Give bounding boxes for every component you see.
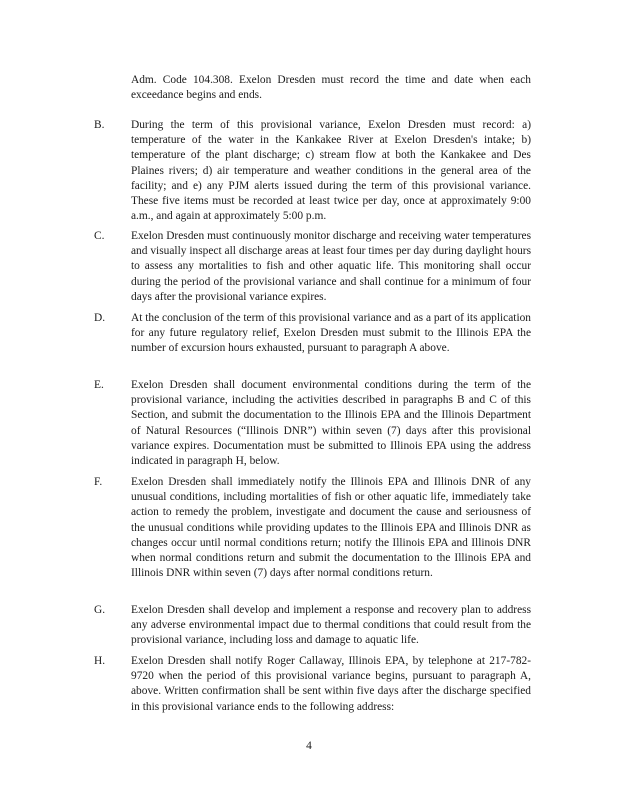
continuation-text: Adm. Code 104.308. Exelon Dresden must record the time and date when each exceedance begins and ends.: [131, 74, 531, 102]
paragraph-text: Exelon Dresden must continuously monitor discharge and receiving water temperatures and visually inspect all discharge areas at least four times per day during daylight hours to assess any mortalities to fish and other aquatic life. This monitoring shall occur during the period of the provisional variance and shall continue for a minimum of four days after the provisional variance expires.: [131, 230, 531, 303]
paragraph-text: Exelon Dresden shall notify Roger Callaway, Illinois EPA, by telephone at 217-782-9720 when the period of this provisional variance begins, pursuant to paragraph A, above. Written confirmation shall be sent within five days after the discharge specified in this provisional variance ends to the following address:: [131, 655, 531, 713]
paragraph-letter: D.: [94, 312, 106, 324]
paragraph-b: [94, 118, 531, 224]
paragraph-c: [94, 229, 531, 305]
paragraph-text: At the conclusion of the term of this provisional variance and as a part of its application for any future regulatory relief, Exelon Dresden must submit to the Illinois EPA the number of excursion hours exhausted, pursuant to paragraph A above.: [131, 312, 531, 355]
paragraph-letter: B.: [94, 119, 105, 131]
page-number: 4: [306, 740, 312, 752]
paragraph-letter: E.: [94, 379, 104, 391]
paragraph-text: Exelon Dresden shall develop and implement a response and recovery plan to address any adverse environmental impact due to thermal conditions that could result from the provisional variance, including loss and damage to aquatic life.: [131, 604, 531, 647]
paragraph-d: [94, 311, 531, 357]
paragraph-letter: F.: [94, 476, 103, 488]
paragraph-text: Exelon Dresden shall document environmental conditions during the term of the provisional variance, including the activities described in paragraphs B and C of this Section, and submit the documentation to the Illinois EPA and the Illinois Department of Natural Resources (“Illinois DNR”) within seven (7) days after this provisional variance expires. Documentation must be submitted to Illinois EPA using the address indicated in paragraph H, below.: [131, 379, 531, 468]
paragraph-letter: C.: [94, 230, 105, 242]
paragraph-text: During the term of this provisional variance, Exelon Dresden must record: a) temperature of the water in the Kankakee River at Exelon Dresden's intake; b) temperature of the plant discharge; c) stream flow at both the Kankakee and Des Plaines rivers; d) air temperature and weather conditions in the general area of the facility; and e) any PJM alerts issued during the term of this provisional variance. These five items must be recorded at least twice per day, once at approximately 9:00 a.m., and again at approximately 5:00 p.m.: [131, 119, 531, 223]
paragraph-g: [94, 603, 531, 649]
paragraph-h: [94, 654, 531, 715]
paragraph-letter: G.: [94, 604, 106, 616]
paragraph-e: [94, 378, 531, 469]
paragraph-letter: H.: [94, 655, 106, 667]
paragraph-f: [94, 475, 531, 581]
paragraph-text: Exelon Dresden shall immediately notify the Illinois EPA and Illinois DNR of any unusual conditions, including mortalities of fish or other aquatic life, immediately take action to remedy the problem, investigate and document the cause and seriousness of the unusual conditions while providing updates to the Illinois EPA and Illinois DNR as changes occur until normal conditions return; notify the Illinois EPA and Illinois DNR when normal conditions return and submit the documentation to the Illinois EPA and Illinois DNR within seven (7) days after normal conditions return.: [131, 476, 531, 580]
